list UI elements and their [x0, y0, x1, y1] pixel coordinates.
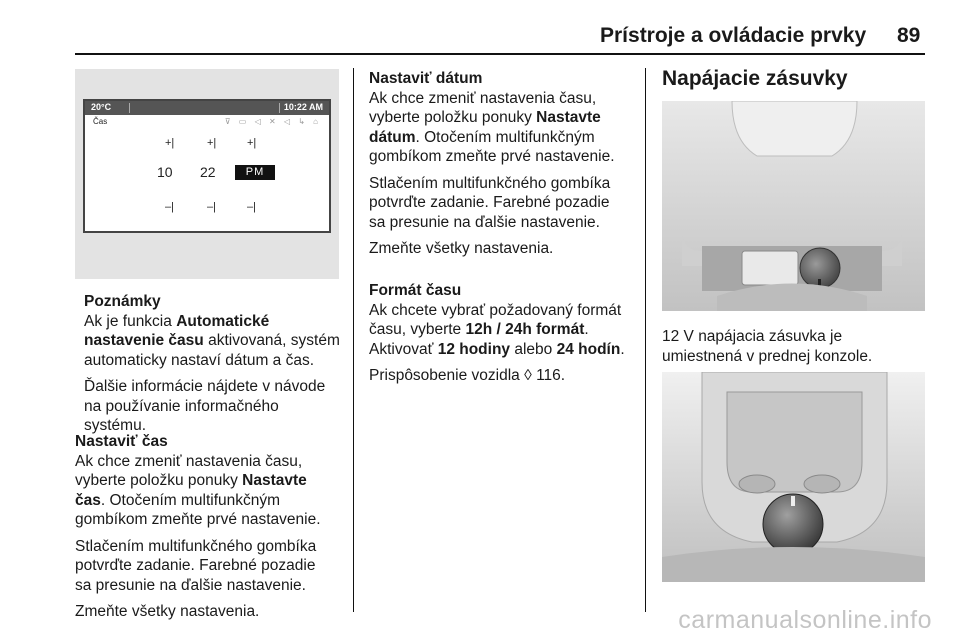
status-icons: ⊽ ▭ ◁ ✕ ◁ ↳ ⌂ — [224, 117, 321, 126]
note-text: systému. — [84, 417, 147, 434]
set-date-section — [369, 69, 641, 259]
body-text: . Otočením multifunkčným — [415, 128, 595, 146]
body-text: Stlačením multifunkčného gombíka — [369, 174, 611, 192]
minute-minus-icon[interactable]: –| — [207, 201, 216, 213]
body-text: gombíkom zmeňte prvé nastavenie. — [369, 148, 615, 165]
menu-item-ref: nastavenie času — [84, 332, 204, 349]
page-reference[interactable]: 116. — [531, 367, 566, 384]
body-text: Zmeňte všetky nastavenia. — [369, 240, 554, 257]
minute-plus-icon[interactable]: +| — [207, 137, 217, 149]
body-text: . — [584, 321, 589, 338]
body-text: sa presunie na ďalšie nastavenie. — [75, 576, 306, 594]
body-text: . Otočením multifunkčným — [100, 491, 281, 509]
period-value[interactable]: PM — [235, 165, 275, 180]
screen-status-bar — [85, 101, 329, 115]
time-settings-screen-figure — [75, 69, 339, 279]
body-text: vyberte položku ponuky — [369, 109, 537, 126]
body-text: Ak chcete vybrať požadovaný formát — [369, 301, 622, 319]
menu-item-ref: 12 hodiny — [437, 340, 511, 358]
time-format-section — [369, 281, 644, 386]
body-text: Zmeňte všetky nastavenia. — [75, 603, 260, 620]
status-bar-separator — [279, 103, 280, 113]
note-text: na používanie informačného — [84, 397, 279, 415]
menu-item-ref: Nastavte — [536, 109, 601, 126]
body-text: Ak chce zmeniť nastavenia času, — [369, 89, 597, 107]
power-sockets-heading: Napájacie zásuvky — [662, 67, 848, 90]
header-rule — [75, 53, 925, 55]
period-plus-icon[interactable]: +| — [247, 137, 257, 149]
page-number: 89 — [897, 24, 921, 47]
period-minus-icon[interactable]: –| — [247, 201, 256, 213]
page-header-title: Prístroje a ovládacie prvky — [600, 24, 867, 47]
column-divider-1 — [353, 68, 354, 612]
power-socket-photo-2 — [662, 372, 925, 582]
set-time-heading: Nastaviť čas — [75, 433, 168, 450]
body-text: Aktivovať — [369, 340, 438, 358]
time-format-heading: Formát času — [369, 282, 462, 299]
clock-readout: 10:22 AM — [283, 102, 323, 112]
minute-value[interactable]: 22 — [200, 164, 216, 180]
note-block — [84, 292, 352, 436]
menu-item-ref: dátum — [369, 128, 416, 146]
power-socket-caption — [662, 327, 932, 366]
hour-value[interactable]: 10 — [157, 164, 173, 180]
body-text: potvrďte zadanie. Farebné pozadie — [369, 194, 610, 211]
body-text: alebo — [510, 340, 557, 358]
body-text: Prispôsobenie vozidla — [369, 367, 525, 384]
menu-item-ref: Nastavte — [242, 472, 307, 489]
power-socket-photo-1 — [662, 101, 925, 311]
body-text: Ak chce zmeniť nastavenia času, — [75, 452, 303, 470]
menu-item-ref: Automatické — [176, 312, 270, 330]
watermark: carmanualsonline.info — [678, 606, 932, 634]
screen-title: Čas — [93, 117, 108, 126]
console-illustration — [662, 101, 925, 311]
note-title: Poznámky — [84, 293, 161, 310]
temperature-readout: 20°C — [91, 102, 112, 112]
note-text: Ďalšie informácie nájdete v návode — [84, 378, 326, 395]
hour-minus-icon[interactable]: –| — [165, 201, 174, 213]
body-text: Stlačením multifunkčného gombíka — [75, 537, 317, 555]
caption-text: umiestnená v prednej konzole. — [662, 347, 873, 365]
page-reference-arrow-icon: ◊ — [524, 367, 532, 384]
menu-item-ref: čas — [75, 491, 101, 509]
body-text: gombíkom zmeňte prvé nastavenie. — [75, 511, 321, 528]
infotainment-screen — [83, 99, 331, 233]
column-divider-2 — [645, 68, 646, 612]
note-text: Ak je funkcia — [84, 312, 177, 330]
set-time-section — [75, 432, 350, 622]
menu-item-ref: 12h / 24h formát — [465, 321, 585, 338]
body-text: času, vyberte — [369, 321, 466, 338]
hour-plus-icon[interactable]: +| — [165, 137, 175, 149]
status-bar-separator — [129, 103, 130, 113]
caption-text: 12 V napájacia zásuvka je — [662, 328, 843, 345]
menu-item-ref: 24 hodín — [556, 340, 621, 358]
set-date-heading: Nastaviť dátum — [369, 70, 483, 87]
note-text: aktivovaná, systém — [203, 332, 340, 349]
body-text: . — [620, 340, 625, 358]
body-text: potvrďte zadanie. Farebné pozadie — [75, 557, 316, 574]
console-closeup-illustration — [662, 372, 925, 582]
body-text: vyberte položku ponuky — [75, 472, 243, 489]
note-text: automaticky nastaví dátum a čas. — [84, 351, 315, 369]
body-text: sa presunie na ďalšie nastavenie. — [369, 213, 600, 231]
